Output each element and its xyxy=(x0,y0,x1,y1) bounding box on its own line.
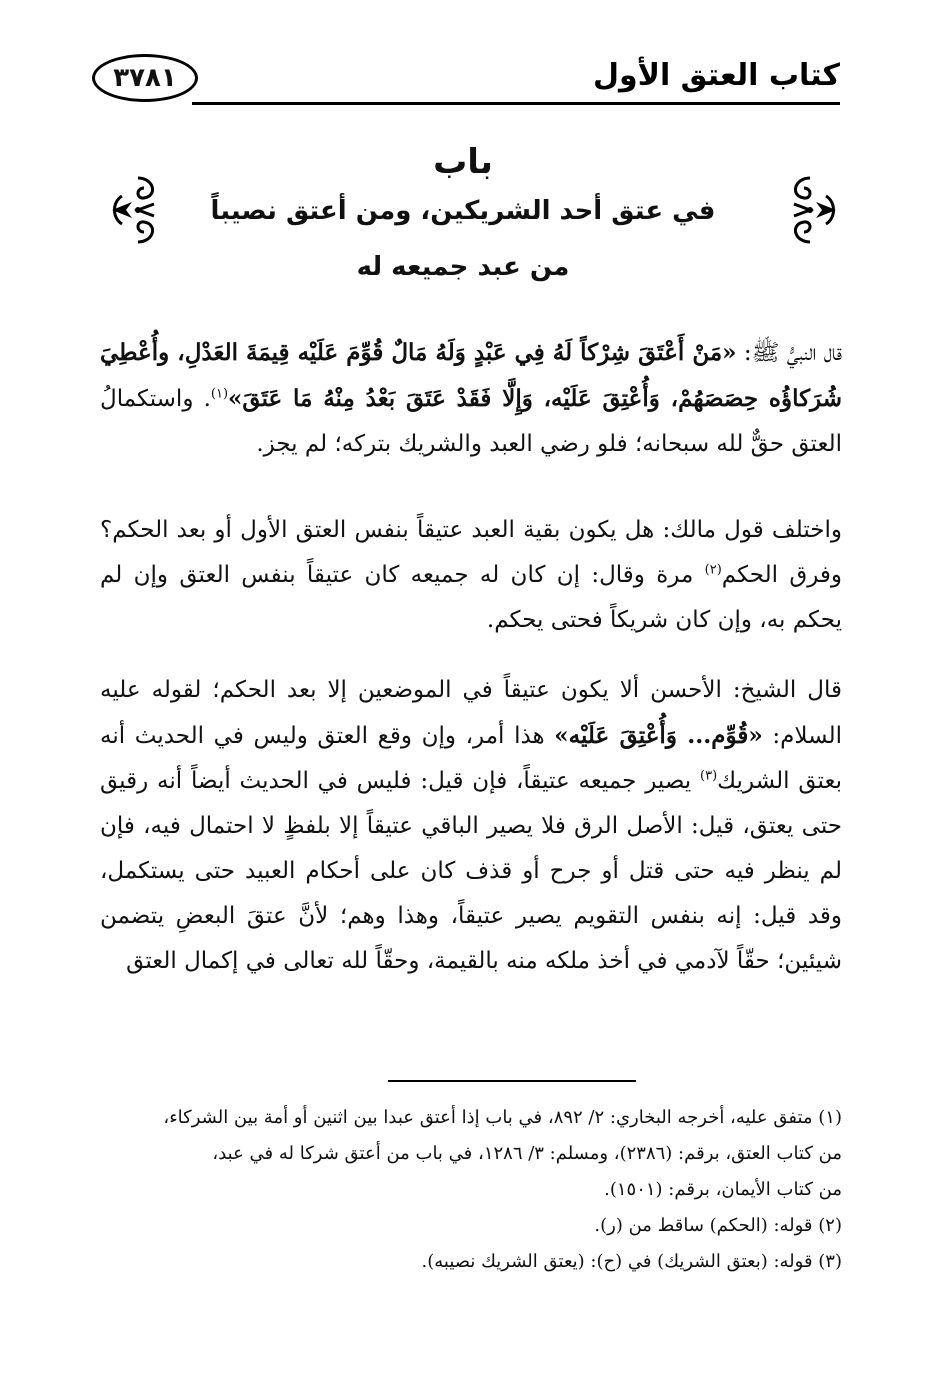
p3-part1: قال الشيخ: الأحسن ألا يكون عتيقاً في الموضعين إلا بعد الحكم؛ لقوله عليه السلام: xyxy=(100,677,842,749)
header-rule xyxy=(192,102,840,105)
footnote-ref-2: (٢) xyxy=(704,562,722,578)
floral-ornament-icon xyxy=(780,174,840,246)
chapter-label: باب xyxy=(433,142,493,182)
p1-end: . xyxy=(203,386,211,412)
footnote-1-cont: من كتاب العتق، برقم: (٢٣٨٦)، ومسلم: ٣/ ١٢٨٦، في باب من أعتق شركا له في عبد، xyxy=(212,1143,842,1164)
book-title: كتاب العتق الأول xyxy=(592,58,840,93)
paragraph-3 xyxy=(100,668,842,984)
footnote-rule xyxy=(388,1080,636,1082)
footnote-ref-3: (٣) xyxy=(700,768,718,784)
floral-ornament-icon xyxy=(108,174,168,246)
footnote-3: (٣) قوله: (بعتق الشريك) في (ح): (يعتق الشريك نصيبه). xyxy=(421,1251,842,1272)
p2-part2: مرة وقال: إن كان له جميعه كان عتيقاً بنفس العتق وإن لم يحكم به، وإن كان شريكاً فحتى يحكم. xyxy=(100,562,842,633)
p1-intro: قال النبيُّ ﷺ: xyxy=(736,340,843,366)
footnote-ref-1: (١) xyxy=(210,386,229,402)
footnote-1: (١) متفق عليه، أخرجه البخاري: ٢/ ٨٩٢، في باب إذا أعتق عبدا بين اثنين أو أمة بين الشركاء، xyxy=(163,1107,842,1128)
p1-rest: واستكمالُ العتق حقٌّ لله سبحانه؛ فلو رضي العبد والشريك بتركه؛ لم يجز. xyxy=(100,386,842,457)
chapter-subtitle-line1: في عتق أحد الشريكين، ومن أعتق نصيباً xyxy=(210,196,716,226)
paragraph-2 xyxy=(100,508,842,643)
p3-part3: يصير جميعه عتيقاً، فإن قيل: فليس في الحديث أيضاً أنه رقيق حتى يعتق، قيل: الأصل الرق فلا يصير الباقي عتيقاً إلا بلفظٍ لا احتمال فيه، فإن لم ينظر فيه حتى قتل أو جرح أو قذف كان على أحكام العبيد حتى يستكمل، وقد قيل: إنه بنفس التقويم يصير عتيقاً، وهذا وهم؛ لأنَّ عتقَ البعضِ يتضمن شيئين؛ حقّاً لآدمي في أخذ ملكه منه بالقيمة، وحقّاً لله تعالى في إكمال العتق xyxy=(100,768,842,974)
p2-part1: واختلف قول مالك: هل يكون بقية العبد عتيقاً بنفس العتق الأول أو بعد الحكم؟ وفرق الحكم xyxy=(100,517,842,588)
page-number-text: ٣٧٨١ xyxy=(113,63,177,93)
p3-quote: «قُوِّم... وَأُعْتِقَ عَلَيْه» xyxy=(554,722,763,749)
footnotes xyxy=(100,1100,842,1280)
chapter-subtitle-line2: من عبد جميعه له xyxy=(356,252,570,282)
footnote-2: (٢) قوله: (الحكم) ساقط من (ر). xyxy=(594,1215,842,1236)
hadith-quote: «مَنْ أَعْتَقَ شِرْكاً لَهُ فِي عَبْدٍ وَلَهُ مَالٌ قُوِّمَ عَلَيْه قِيمَةَ العَدْلِ، وأُعْطِيَ شُرَكاؤُه حِصَصَهُمْ، وَأُعْتِقَ عَلَيْه، وَإِلَّا فَقَدْ عَتَقَ بَعْدُ مِنْهُ مَا عَتَقَ» xyxy=(100,339,842,412)
page-number xyxy=(92,54,198,102)
paragraph-1 xyxy=(100,330,842,467)
p3-part2: هذا أمر، وإن وقع العتق وليس في الحديث أنه بعتق الشريك xyxy=(100,723,842,794)
page-header xyxy=(92,52,840,108)
footnote-1-cont2: من كتاب الأيمان، برقم: (١٥٠١). xyxy=(604,1179,842,1200)
